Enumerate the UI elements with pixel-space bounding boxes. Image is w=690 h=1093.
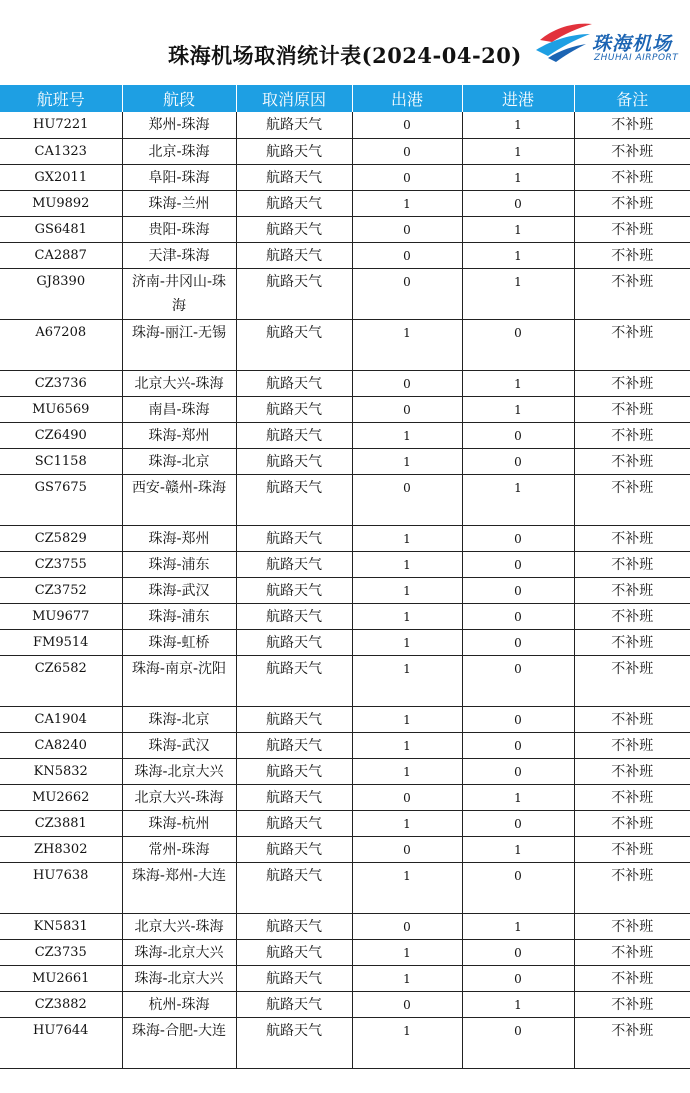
departure-count-cell: 1 [352, 629, 462, 655]
table-row [0, 577, 690, 603]
arrival-count-cell: 0 [462, 732, 574, 758]
table-row [0, 422, 690, 448]
note-cell: 不补班 [574, 784, 690, 810]
arrival-count-cell: 1 [462, 216, 574, 242]
table-row [0, 784, 690, 810]
reason-cell: 航路天气 [236, 1017, 352, 1068]
reason-cell: 航路天气 [236, 706, 352, 732]
reason-cell: 航路天气 [236, 422, 352, 448]
reason-cell: 航路天气 [236, 396, 352, 422]
departure-count-cell: 0 [352, 268, 462, 319]
departure-count-cell: 1 [352, 706, 462, 732]
departure-count-cell: 1 [352, 603, 462, 629]
note-cell: 不补班 [574, 525, 690, 551]
arrival-count-cell: 1 [462, 396, 574, 422]
flight-number-cell: GX2011 [0, 164, 122, 190]
route-cell: 珠海-丽江-无锡 [122, 319, 236, 370]
departure-count-cell: 0 [352, 242, 462, 268]
reason-cell: 航路天气 [236, 190, 352, 216]
flight-number-cell: KN5832 [0, 758, 122, 784]
table-row [0, 448, 690, 474]
arrival-count-cell: 0 [462, 1017, 574, 1068]
reason-cell: 航路天气 [236, 474, 352, 525]
note-cell: 不补班 [574, 474, 690, 525]
arrival-count-cell: 0 [462, 810, 574, 836]
arrival-count-cell: 0 [462, 448, 574, 474]
departure-count-cell: 1 [352, 577, 462, 603]
table-row [0, 965, 690, 991]
table-row [0, 706, 690, 732]
table-body [0, 112, 690, 1068]
reason-cell: 航路天气 [236, 164, 352, 190]
arrival-count-cell: 0 [462, 758, 574, 784]
reason-cell: 航路天气 [236, 138, 352, 164]
route-cell: 济南-井冈山-珠海 [122, 268, 236, 319]
cancellation-table [0, 85, 690, 1069]
flight-number-cell: FM9514 [0, 629, 122, 655]
table-row [0, 268, 690, 319]
note-cell: 不补班 [574, 448, 690, 474]
departure-count-cell: 1 [352, 551, 462, 577]
reason-cell: 航路天气 [236, 603, 352, 629]
route-cell: 北京-珠海 [122, 138, 236, 164]
reason-cell: 航路天气 [236, 319, 352, 370]
arrival-count-cell: 0 [462, 422, 574, 448]
flight-number-cell: MU6569 [0, 396, 122, 422]
reason-cell: 航路天气 [236, 939, 352, 965]
departure-count-cell: 1 [352, 1017, 462, 1068]
column-header: 航段 [122, 85, 236, 112]
departure-count-cell: 1 [352, 422, 462, 448]
arrival-count-cell: 1 [462, 164, 574, 190]
reason-cell: 航路天气 [236, 758, 352, 784]
flight-number-cell: MU9677 [0, 603, 122, 629]
departure-count-cell: 0 [352, 112, 462, 138]
reason-cell: 航路天气 [236, 784, 352, 810]
table-row [0, 655, 690, 706]
reason-cell: 航路天气 [236, 525, 352, 551]
note-cell: 不补班 [574, 422, 690, 448]
route-cell: 南昌-珠海 [122, 396, 236, 422]
arrival-count-cell: 0 [462, 603, 574, 629]
arrival-count-cell: 0 [462, 939, 574, 965]
route-cell: 北京大兴-珠海 [122, 784, 236, 810]
note-cell: 不补班 [574, 758, 690, 784]
flight-number-cell: CZ3881 [0, 810, 122, 836]
arrival-count-cell: 0 [462, 862, 574, 913]
flight-number-cell: GS7675 [0, 474, 122, 525]
route-cell: 珠海-郑州 [122, 422, 236, 448]
table-row [0, 216, 690, 242]
note-cell: 不补班 [574, 112, 690, 138]
note-cell: 不补班 [574, 629, 690, 655]
arrival-count-cell: 0 [462, 629, 574, 655]
note-cell: 不补班 [574, 370, 690, 396]
table-row [0, 836, 690, 862]
departure-count-cell: 1 [352, 810, 462, 836]
route-cell: 珠海-北京 [122, 448, 236, 474]
reason-cell: 航路天气 [236, 242, 352, 268]
note-cell: 不补班 [574, 396, 690, 422]
note-cell: 不补班 [574, 965, 690, 991]
note-cell: 不补班 [574, 655, 690, 706]
route-cell: 贵阳-珠海 [122, 216, 236, 242]
page-title: 珠海机场取消统计表(2024-04-20) [168, 43, 522, 68]
note-cell: 不补班 [574, 319, 690, 370]
reason-cell: 航路天气 [236, 629, 352, 655]
reason-cell: 航路天气 [236, 836, 352, 862]
route-cell: 阜阳-珠海 [122, 164, 236, 190]
reason-cell: 航路天气 [236, 112, 352, 138]
route-cell: 天津-珠海 [122, 242, 236, 268]
column-header: 取消原因 [236, 85, 352, 112]
table-row [0, 913, 690, 939]
table-row [0, 603, 690, 629]
route-cell: 珠海-北京大兴 [122, 965, 236, 991]
arrival-count-cell: 1 [462, 268, 574, 319]
reason-cell: 航路天气 [236, 551, 352, 577]
flight-number-cell: CZ3735 [0, 939, 122, 965]
note-cell: 不补班 [574, 577, 690, 603]
table-row [0, 474, 690, 525]
note-cell: 不补班 [574, 810, 690, 836]
flight-number-cell: CZ3755 [0, 551, 122, 577]
departure-count-cell: 1 [352, 939, 462, 965]
flight-number-cell: MU9892 [0, 190, 122, 216]
arrival-count-cell: 1 [462, 242, 574, 268]
table-row [0, 164, 690, 190]
column-header: 出港 [352, 85, 462, 112]
note-cell: 不补班 [574, 551, 690, 577]
table-row [0, 242, 690, 268]
departure-count-cell: 0 [352, 913, 462, 939]
flight-number-cell: CZ3736 [0, 370, 122, 396]
arrival-count-cell: 1 [462, 836, 574, 862]
departure-count-cell: 1 [352, 965, 462, 991]
table-row [0, 396, 690, 422]
reason-cell: 航路天气 [236, 216, 352, 242]
reason-cell: 航路天气 [236, 965, 352, 991]
flight-number-cell: CZ3882 [0, 991, 122, 1017]
departure-count-cell: 1 [352, 758, 462, 784]
table-row [0, 991, 690, 1017]
flight-number-cell: SC1158 [0, 448, 122, 474]
flight-number-cell: HU7221 [0, 112, 122, 138]
flight-number-cell: CZ6582 [0, 655, 122, 706]
departure-count-cell: 1 [352, 732, 462, 758]
reason-cell: 航路天气 [236, 268, 352, 319]
arrival-count-cell: 0 [462, 706, 574, 732]
route-cell: 西安-赣州-珠海 [122, 474, 236, 525]
table-row [0, 629, 690, 655]
note-cell: 不补班 [574, 603, 690, 629]
departure-count-cell: 0 [352, 991, 462, 1017]
arrival-count-cell: 0 [462, 551, 574, 577]
route-cell: 郑州-珠海 [122, 112, 236, 138]
route-cell: 北京大兴-珠海 [122, 370, 236, 396]
arrival-count-cell: 0 [462, 190, 574, 216]
flight-number-cell: CZ5829 [0, 525, 122, 551]
note-cell: 不补班 [574, 991, 690, 1017]
departure-count-cell: 0 [352, 784, 462, 810]
flight-number-cell: CZ6490 [0, 422, 122, 448]
departure-count-cell: 1 [352, 525, 462, 551]
arrival-count-cell: 0 [462, 655, 574, 706]
reason-cell: 航路天气 [236, 913, 352, 939]
route-cell: 北京大兴-珠海 [122, 913, 236, 939]
table-row [0, 138, 690, 164]
table-row [0, 732, 690, 758]
departure-count-cell: 0 [352, 216, 462, 242]
reason-cell: 航路天气 [236, 655, 352, 706]
arrival-count-cell: 0 [462, 577, 574, 603]
route-cell: 珠海-合肥-大连 [122, 1017, 236, 1068]
table-row [0, 319, 690, 370]
departure-count-cell: 0 [352, 396, 462, 422]
flight-number-cell: MU2661 [0, 965, 122, 991]
flight-number-cell: HU7644 [0, 1017, 122, 1068]
table-header-row [0, 85, 690, 112]
logo-swoosh-icon [534, 20, 594, 64]
arrival-count-cell: 1 [462, 784, 574, 810]
arrival-count-cell: 1 [462, 913, 574, 939]
route-cell: 珠海-南京-沈阳 [122, 655, 236, 706]
flight-number-cell: CA8240 [0, 732, 122, 758]
flight-number-cell: GJ8390 [0, 268, 122, 319]
reason-cell: 航路天气 [236, 448, 352, 474]
flight-number-cell: CA2887 [0, 242, 122, 268]
note-cell: 不补班 [574, 1017, 690, 1068]
airport-logo [530, 18, 680, 68]
column-header: 进港 [462, 85, 574, 112]
table-row [0, 939, 690, 965]
column-header: 航班号 [0, 85, 122, 112]
arrival-count-cell: 1 [462, 474, 574, 525]
table-row [0, 862, 690, 913]
note-cell: 不补班 [574, 268, 690, 319]
departure-count-cell: 0 [352, 370, 462, 396]
departure-count-cell: 0 [352, 164, 462, 190]
note-cell: 不补班 [574, 190, 690, 216]
arrival-count-cell: 0 [462, 525, 574, 551]
departure-count-cell: 0 [352, 474, 462, 525]
flight-number-cell: GS6481 [0, 216, 122, 242]
flight-number-cell: HU7638 [0, 862, 122, 913]
flight-number-cell: CZ3752 [0, 577, 122, 603]
note-cell: 不补班 [574, 939, 690, 965]
flight-number-cell: CA1323 [0, 138, 122, 164]
reason-cell: 航路天气 [236, 732, 352, 758]
departure-count-cell: 1 [352, 448, 462, 474]
table-row [0, 758, 690, 784]
note-cell: 不补班 [574, 913, 690, 939]
reason-cell: 航路天气 [236, 577, 352, 603]
departure-count-cell: 1 [352, 319, 462, 370]
logo-text-en: ZHUHAI AIRPORT [594, 53, 679, 63]
table-row [0, 190, 690, 216]
route-cell: 杭州-珠海 [122, 991, 236, 1017]
note-cell: 不补班 [574, 706, 690, 732]
note-cell: 不补班 [574, 836, 690, 862]
arrival-count-cell: 0 [462, 965, 574, 991]
logo-text-cn: 珠海机场 [592, 33, 673, 55]
table-row [0, 1017, 690, 1068]
note-cell: 不补班 [574, 732, 690, 758]
reason-cell: 航路天气 [236, 991, 352, 1017]
route-cell: 珠海-浦东 [122, 603, 236, 629]
flight-number-cell: CA1904 [0, 706, 122, 732]
reason-cell: 航路天气 [236, 810, 352, 836]
arrival-count-cell: 1 [462, 112, 574, 138]
flight-number-cell: MU2662 [0, 784, 122, 810]
route-cell: 珠海-武汉 [122, 577, 236, 603]
note-cell: 不补班 [574, 138, 690, 164]
route-cell: 珠海-武汉 [122, 732, 236, 758]
note-cell: 不补班 [574, 164, 690, 190]
note-cell: 不补班 [574, 862, 690, 913]
route-cell: 珠海-郑州 [122, 525, 236, 551]
arrival-count-cell: 1 [462, 370, 574, 396]
flight-number-cell: ZH8302 [0, 836, 122, 862]
note-cell: 不补班 [574, 216, 690, 242]
column-header: 备注 [574, 85, 690, 112]
table-row [0, 112, 690, 138]
route-cell: 珠海-北京 [122, 706, 236, 732]
flight-number-cell: KN5831 [0, 913, 122, 939]
route-cell: 珠海-虹桥 [122, 629, 236, 655]
departure-count-cell: 0 [352, 138, 462, 164]
arrival-count-cell: 0 [462, 319, 574, 370]
departure-count-cell: 1 [352, 655, 462, 706]
route-cell: 珠海-北京大兴 [122, 939, 236, 965]
route-cell: 珠海-兰州 [122, 190, 236, 216]
route-cell: 常州-珠海 [122, 836, 236, 862]
arrival-count-cell: 1 [462, 138, 574, 164]
departure-count-cell: 0 [352, 836, 462, 862]
reason-cell: 航路天气 [236, 862, 352, 913]
route-cell: 珠海-郑州-大连 [122, 862, 236, 913]
route-cell: 珠海-杭州 [122, 810, 236, 836]
table-row [0, 525, 690, 551]
departure-count-cell: 1 [352, 190, 462, 216]
route-cell: 珠海-北京大兴 [122, 758, 236, 784]
flight-number-cell: A67208 [0, 319, 122, 370]
departure-count-cell: 1 [352, 862, 462, 913]
table-row [0, 370, 690, 396]
table-row [0, 810, 690, 836]
route-cell: 珠海-浦东 [122, 551, 236, 577]
note-cell: 不补班 [574, 242, 690, 268]
reason-cell: 航路天气 [236, 370, 352, 396]
arrival-count-cell: 1 [462, 991, 574, 1017]
table-row [0, 551, 690, 577]
